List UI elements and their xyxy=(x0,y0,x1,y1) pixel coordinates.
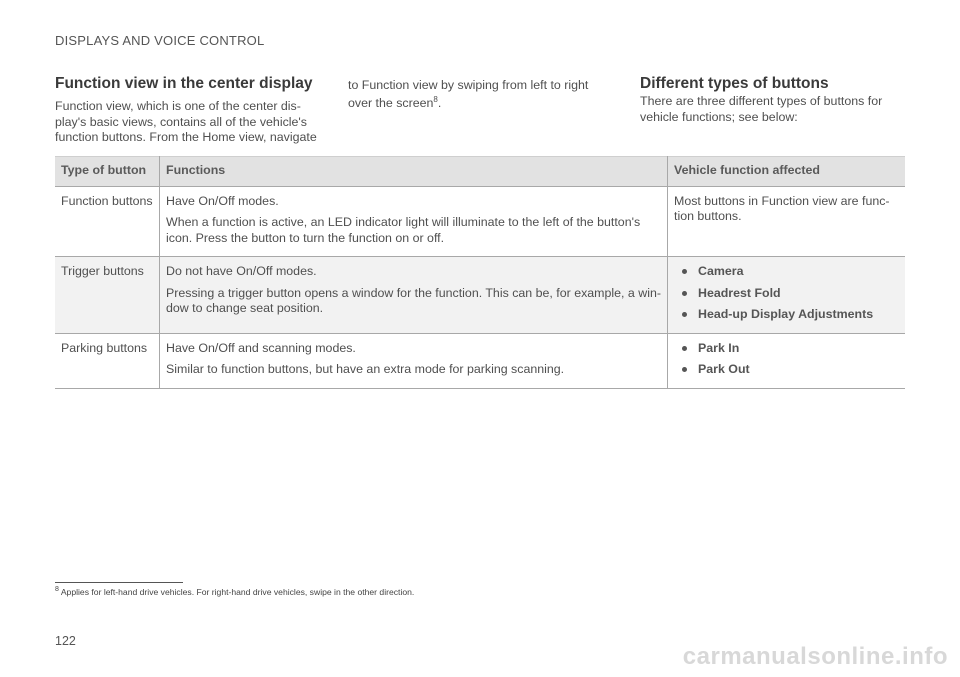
cell-functions xyxy=(160,186,668,257)
footnote-number: 8 xyxy=(55,586,59,594)
column-header-type: Type of button xyxy=(55,157,160,187)
affected-list xyxy=(674,341,899,378)
cell-functions xyxy=(160,333,668,388)
cell-affected xyxy=(668,333,906,388)
intro-column-1 xyxy=(55,75,317,146)
cell-type: Parking buttons xyxy=(55,333,160,388)
section-heading-function-view: Function view in the center display xyxy=(55,75,313,92)
watermark: carmanualsonline.info xyxy=(682,643,948,670)
list-item-camera: Camera xyxy=(674,264,899,280)
cell-type: Function buttons xyxy=(55,186,160,257)
cell-functions-line-2: Similar to function buttons, but have an extra mode for parking scanning. xyxy=(166,362,565,376)
footnote-divider xyxy=(55,582,183,583)
list-item-park-in: Park In xyxy=(674,341,899,357)
button-types-intro: There are three different types of buttons for vehicle functions; see below: xyxy=(640,94,883,124)
page-number: 122 xyxy=(55,634,76,648)
cell-affected: Most buttons in Function view are func-tion buttons. xyxy=(668,186,906,257)
table-row xyxy=(55,333,905,388)
cell-affected xyxy=(668,257,906,334)
running-head: DISPLAYS AND VOICE CONTROL xyxy=(55,33,265,48)
table-row xyxy=(55,186,905,257)
table-header-row xyxy=(55,157,905,187)
list-item-headrest-fold: Headrest Fold xyxy=(674,286,899,302)
intro-text-part-2 xyxy=(348,76,610,112)
cell-functions-line-2: Pressing a trigger button opens a window for the function. This can be, for example, a win-dow to change seat position. xyxy=(166,285,661,315)
section-heading-button-types: Different types of buttons xyxy=(640,75,829,92)
intro-text-part-1: Function view, which is one of the center dis-play's basic views, contains all of the vehicle's function buttons. From the Home view, navigate xyxy=(55,99,317,144)
cell-type: Trigger buttons xyxy=(55,257,160,334)
intro-text-part-2-body: to Function view by swiping from left to right over the screen xyxy=(348,78,589,110)
button-types-table xyxy=(55,156,905,389)
cell-functions-line-1: Do not have On/Off modes. xyxy=(166,264,317,278)
button-types-column xyxy=(640,75,910,125)
footnote-text: Applies for left-hand drive vehicles. For right-hand drive vehicles, swipe in the other direction. xyxy=(60,587,415,597)
list-item-head-up-display-adjustments: Head-up Display Adjustments xyxy=(674,307,899,323)
cell-functions-line-2: When a function is active, an LED indicator light will illuminate to the left of the button's icon. Press the button to turn the function on or off. xyxy=(166,215,641,245)
footnote-ref-8: 8 xyxy=(433,94,438,104)
cell-functions-line-1: Have On/Off and scanning modes. xyxy=(166,340,356,355)
column-header-affected: Vehicle function affected xyxy=(668,157,906,187)
cell-functions-line-1: Have On/Off modes. xyxy=(166,193,279,208)
affected-list xyxy=(674,264,899,323)
intro-text-part-2-end: . xyxy=(437,96,442,110)
footnote xyxy=(55,587,414,597)
list-item-park-out: Park Out xyxy=(674,362,899,378)
table-row xyxy=(55,257,905,334)
intro-column-2 xyxy=(348,75,610,112)
cell-functions xyxy=(160,257,668,334)
column-header-functions: Functions xyxy=(160,157,668,187)
